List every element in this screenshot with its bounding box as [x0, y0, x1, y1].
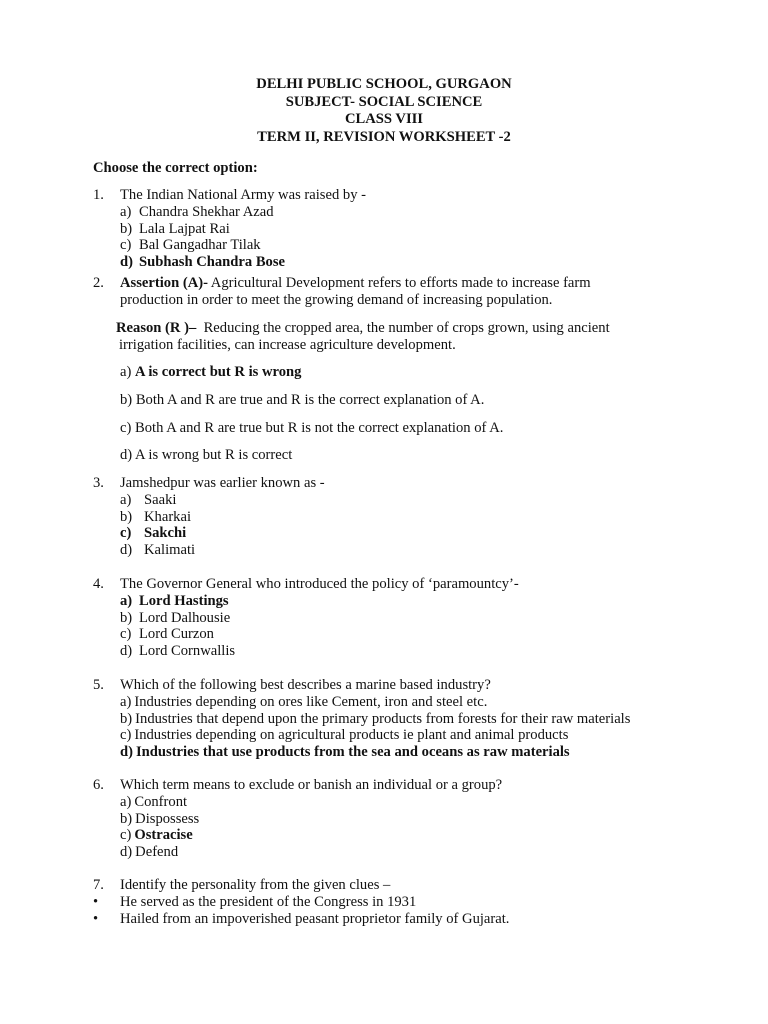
option-text: Both A and R are true but R is not the correct explanation of A. [135, 420, 504, 436]
option-text: Dispossess [135, 810, 200, 827]
option-b [120, 221, 733, 238]
option-letter: b) [120, 508, 133, 525]
assertion-label: Assertion (A)- [120, 275, 208, 291]
option-c [120, 237, 733, 254]
option-text: Industries that use products from the sea and oceans as raw materials [135, 744, 570, 761]
document-header [0, 76, 768, 146]
option-text: Lord Curzon [139, 626, 214, 643]
option-letter: c) [120, 827, 132, 844]
option-letter: b) [120, 810, 133, 827]
option-letter: c) [120, 626, 132, 643]
option-c [120, 420, 733, 437]
reason-line [116, 320, 733, 337]
option-d-correct [120, 744, 733, 761]
question-number: 3. [93, 475, 104, 491]
option-d [120, 447, 733, 464]
question-2-option-d [93, 447, 733, 464]
option-b [120, 392, 733, 409]
question-6 [93, 777, 733, 861]
option-c-correct [120, 525, 733, 542]
option-letter: c) [120, 727, 132, 744]
assertion-line [120, 275, 733, 292]
question-stem: Jamshedpur was earlier known as - [120, 475, 325, 491]
option-a [120, 694, 733, 711]
question-number: 2. [93, 275, 104, 291]
question-1 [93, 187, 733, 271]
question-stem: Which of the following best describes a marine based industry? [120, 677, 491, 693]
clue-text: Hailed from an impoverished peasant proprietor family of Gujarat. [120, 911, 510, 927]
question-2-option-b [93, 392, 733, 409]
reason-continuation: irrigation facilities, can increase agriculture development. [119, 336, 456, 353]
question-5 [93, 677, 733, 761]
option-a [120, 794, 733, 811]
bullet-icon: • [93, 911, 99, 927]
assertion-text: Agricultural Development refers to efforts made to increase farm [207, 275, 591, 291]
option-d-correct [120, 254, 733, 271]
question-2-reason [93, 320, 733, 354]
option-text: Bal Gangadhar Tilak [139, 237, 261, 254]
option-letter: a) [120, 592, 133, 609]
option-text: Lord Hastings [139, 592, 229, 609]
option-letter: a) [120, 364, 132, 380]
school-name: DELHI PUBLIC SCHOOL, GURGAON [256, 76, 512, 92]
question-number: 6. [93, 777, 104, 793]
reason-text: Reducing the cropped area, the number of crops grown, using ancient [196, 320, 610, 336]
option-letter: c) [120, 420, 132, 436]
option-letter: a) [120, 203, 132, 220]
question-stem: The Indian National Army was raised by - [120, 187, 366, 203]
question-2-option-c [93, 420, 733, 437]
bullet-icon: • [93, 894, 99, 910]
question-2-options [93, 364, 733, 381]
option-text: Sakchi [144, 525, 187, 542]
option-letter: a) [120, 793, 132, 810]
option-list [120, 593, 733, 660]
option-letter: d) [120, 643, 133, 660]
option-letter: b) [120, 710, 133, 727]
option-text: Lord Cornwallis [139, 643, 236, 660]
clue-bullet-2 [93, 911, 733, 928]
option-b [120, 509, 733, 526]
option-b [120, 610, 733, 627]
question-stem: Identify the personality from the given clues – [120, 877, 391, 893]
option-text: Industries depending on ores like Cement, iron and steel etc. [134, 693, 488, 710]
question-2 [93, 275, 733, 309]
question-4 [93, 576, 733, 660]
option-letter: d) [120, 744, 133, 761]
option-letter: a) [120, 491, 132, 508]
option-d [120, 542, 733, 559]
clue-text: He served as the president of the Congress in 1931 [120, 894, 417, 910]
option-text: Confront [134, 793, 188, 810]
question-stem: The Governor General who introduced the policy of ‘paramountcy’- [120, 576, 519, 592]
option-text: Kharkai [144, 508, 192, 525]
option-c [120, 827, 733, 844]
option-letter: d) [120, 254, 133, 271]
option-a [120, 492, 733, 509]
class-line: CLASS VIII [344, 111, 423, 127]
option-letter: a) [120, 693, 132, 710]
subject-line: SUBJECT- SOCIAL SCIENCE [285, 93, 483, 110]
option-a-correct [120, 364, 733, 381]
option-c [120, 626, 733, 643]
option-b [120, 711, 733, 728]
option-list [120, 694, 733, 761]
option-c [120, 727, 733, 744]
option-letter: d) [120, 844, 133, 861]
option-list [120, 492, 733, 559]
question-number: 4. [93, 576, 104, 592]
option-letter: c) [120, 525, 132, 542]
question-3 [93, 475, 733, 559]
option-text: Chandra Shekhar Azad [139, 203, 274, 220]
option-text: A is wrong but R is correct [135, 447, 293, 463]
option-text: A is correct but R is wrong [135, 364, 302, 380]
option-text: Industries that depend upon the primary products from forests for their raw materials [135, 710, 631, 727]
option-text: Lala Lajpat Rai [139, 220, 230, 237]
option-list [120, 794, 733, 861]
option-letter: b) [120, 392, 133, 408]
reason-label: Reason (R )– [116, 320, 197, 336]
option-letter: b) [120, 220, 133, 237]
option-text: Subhash Chandra Bose [139, 254, 286, 271]
question-7 [93, 877, 733, 894]
option-text: Lord Dalhousie [139, 609, 231, 626]
option-letter: c) [120, 237, 132, 254]
option-text: Industries depending on agricultural products ie plant and animal products [134, 727, 569, 744]
option-d [120, 844, 733, 861]
question-stem: Which term means to exclude or banish an individual or a group? [120, 777, 503, 793]
option-d [120, 643, 733, 660]
option-text-correct: Ostracise [134, 827, 193, 844]
question-number: 1. [93, 187, 104, 203]
option-text: Saaki [144, 491, 177, 508]
option-letter: d) [120, 447, 133, 463]
option-text: Kalimati [144, 542, 196, 559]
option-list [120, 204, 733, 271]
option-letter: d) [120, 542, 133, 559]
assertion-continuation: production in order to meet the growing demand of increasing population. [120, 291, 553, 308]
clue-bullet-1 [93, 894, 733, 911]
option-letter: b) [120, 609, 133, 626]
option-text: Both A and R are true and R is the correct explanation of A. [135, 392, 485, 408]
question-number: 5. [93, 677, 104, 693]
question-number: 7. [93, 877, 104, 893]
instruction-text: Choose the correct option: [93, 160, 258, 176]
option-b [120, 811, 733, 828]
option-a-correct [120, 593, 733, 610]
option-a [120, 204, 733, 221]
option-text: Defend [135, 844, 179, 861]
worksheet-title: TERM II, REVISION WORKSHEET -2 [257, 128, 511, 145]
